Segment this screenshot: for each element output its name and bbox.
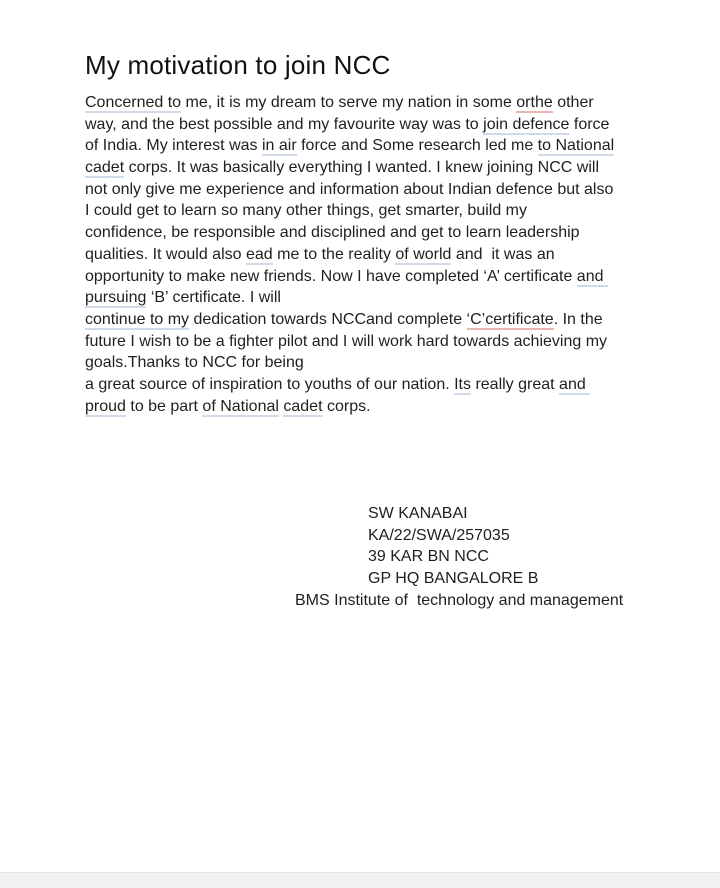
signature-block	[368, 503, 538, 590]
text-run: me, it is my dream to serve my nation in some	[181, 94, 517, 111]
grammar-suggestion-underline[interactable]: proud	[85, 397, 126, 415]
grammar-suggestion-underline[interactable]: cadet	[85, 159, 125, 177]
text-line	[85, 92, 614, 114]
text-run: confidence, be responsible and disciplined and get to learn leadership	[85, 224, 580, 242]
grammar-suggestion-underline[interactable]: continue to my	[85, 310, 190, 328]
grammar-suggestion-underline[interactable]: and	[559, 375, 591, 393]
text-run: really great	[471, 375, 560, 393]
body-paragraph	[85, 92, 614, 417]
spelling-suggestion-underline[interactable]: ‘C’certificate	[466, 310, 554, 328]
text-line	[85, 135, 614, 157]
text-run: goals.Thanks to NCC for being	[85, 354, 304, 372]
text-run: force	[569, 115, 610, 133]
grammar-suggestion-underline[interactable]: and	[576, 267, 608, 285]
text-line	[85, 287, 614, 309]
grammar-suggestion-underline[interactable]: Concerned to	[85, 94, 182, 111]
text-line	[85, 157, 614, 179]
text-run: not only give me experience and information about Indian defence but also	[85, 180, 614, 198]
text-line: KA/22/SWA/257035	[368, 526, 510, 544]
text-run: me to the reality	[272, 245, 396, 263]
document-title: My motivation to join NCC	[85, 50, 391, 81]
text-run: of India. My interest was	[85, 137, 262, 155]
text-line	[85, 309, 614, 331]
text-line	[85, 352, 614, 374]
text-line	[85, 396, 614, 418]
grammar-suggestion-underline[interactable]: to National	[537, 137, 615, 155]
grammar-suggestion-underline[interactable]: pursuing	[85, 289, 147, 307]
text-line: SW KANABAI	[368, 505, 468, 522]
text-line	[85, 374, 614, 396]
text-run: and it was an	[451, 245, 555, 263]
text-line	[85, 266, 614, 288]
text-run: qualities. It would also	[85, 245, 246, 263]
text-run: way, and the best possible and my favourite way was to	[85, 115, 484, 133]
text-line	[85, 331, 614, 353]
text-run: a great source of inspiration to youths of our nation.	[85, 375, 455, 393]
grammar-suggestion-underline[interactable]: in air	[261, 137, 297, 155]
grammar-suggestion-underline[interactable]: cadet	[283, 397, 323, 415]
text-run: other	[552, 94, 594, 111]
institute-line: BMS Institute of technology and management	[295, 592, 624, 609]
text-run: corps.	[322, 397, 371, 415]
grammar-suggestion-underline[interactable]: ead	[245, 245, 273, 263]
grammar-suggestion-underline[interactable]: join defence	[483, 115, 570, 133]
text-line	[85, 244, 614, 266]
text-run: future I wish to be a fighter pilot and I will work hard towards achieving my	[85, 332, 608, 350]
grammar-suggestion-underline[interactable]: of National	[202, 397, 279, 415]
text-run: . In the	[553, 310, 603, 328]
text-run: I could get to learn so many other things, get smarter, build my	[85, 202, 527, 220]
text-line	[85, 200, 614, 222]
text-run: corps. It was basically everything I wanted. I knew joining NCC will	[124, 159, 599, 177]
text-run: opportunity to make new friends. Now I have completed ‘A’ certificate	[85, 267, 577, 285]
grammar-suggestion-underline[interactable]: Its	[454, 375, 471, 393]
text-run: dedication towards NCCand complete	[189, 310, 467, 328]
text-line: 39 KAR BN NCC	[368, 548, 489, 566]
grammar-suggestion-underline[interactable]: of world	[395, 245, 452, 263]
page-gap-divider	[0, 872, 720, 888]
text-line: GP HQ BANGALORE B	[368, 570, 539, 588]
spelling-suggestion-underline[interactable]: orthe	[516, 94, 553, 111]
text-line	[85, 222, 614, 244]
text-run: to be part	[125, 397, 203, 415]
text-line	[85, 114, 614, 136]
text-run: ‘B’ certificate. I will	[146, 289, 281, 307]
text-line	[85, 179, 614, 201]
text-run: force and Some research led me	[296, 137, 538, 155]
